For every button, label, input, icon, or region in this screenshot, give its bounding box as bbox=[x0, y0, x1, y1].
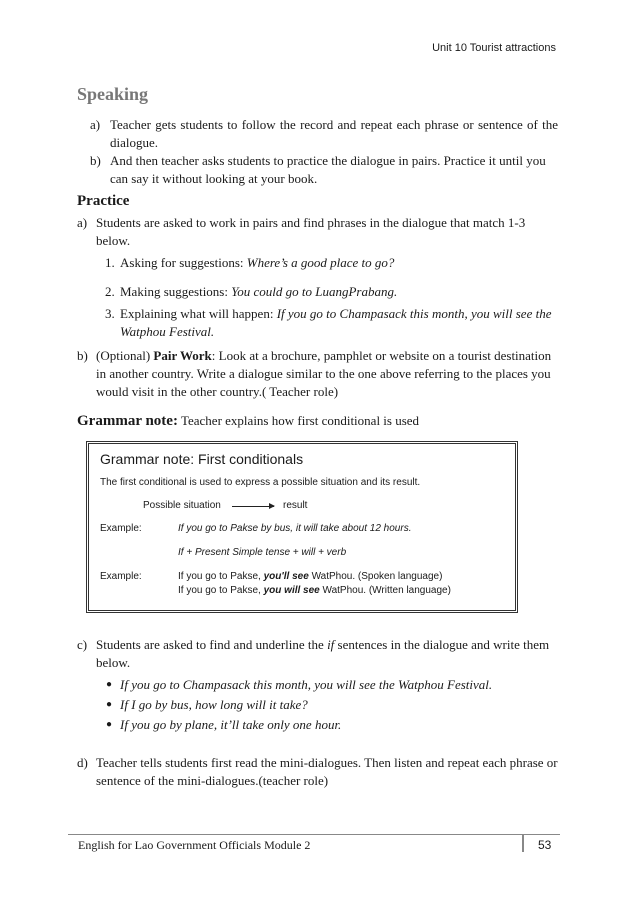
optional-label: (Optional) bbox=[96, 348, 154, 363]
item-text: : Look at a brochure, pamphlet or website on a tourist destination in another country. Write a dialogue similar to the one above referring to the places you would visit in the other country.( Teacher role) bbox=[96, 348, 552, 399]
grammar-box-title: Grammar note: First conditionals bbox=[100, 451, 304, 467]
footer-divider bbox=[68, 834, 560, 835]
list-example: You could go to LuangPrabang. bbox=[231, 284, 398, 299]
item-text: Teacher tells students first read the mini-dialogues. Then listen and repeat each phrase or sentence of the mini-dialogues.(teacher role) bbox=[96, 755, 558, 788]
item-label: a) bbox=[90, 117, 101, 132]
bullet-icon: ● bbox=[106, 679, 113, 690]
list-item: ● If I go by bus, how long will it take? bbox=[106, 697, 308, 712]
item-text: Teacher gets students to follow the record and repeat each phrase or sentence of the dialogue. bbox=[110, 117, 558, 150]
practice-list-item-1 bbox=[105, 254, 558, 272]
list-example: If you go to Champasack this month, you will see the Watphou Festival. bbox=[120, 306, 552, 339]
list-number: 2. bbox=[105, 284, 115, 299]
grammar-example-written: If you go to Pakse, you will see WatPhou. (Written language) bbox=[178, 585, 451, 596]
list-label: Making suggestions: bbox=[120, 284, 228, 299]
running-header: Unit 10 Tourist attractions bbox=[432, 42, 556, 54]
list-label: Asking for suggestions: bbox=[120, 255, 244, 270]
pair-work-label: Pair Work bbox=[153, 348, 212, 363]
if-word: if bbox=[327, 637, 335, 652]
grammar-intro: The first conditional is used to express a possible situation and its result. bbox=[100, 477, 421, 488]
example-label-1: Example: bbox=[100, 523, 142, 534]
practice-heading: Practice bbox=[77, 193, 130, 209]
possible-situation-label: Possible situation bbox=[143, 500, 221, 511]
bullet-icon: ● bbox=[106, 719, 113, 730]
grammar-formula: If + Present Simple tense + will + verb bbox=[178, 547, 347, 558]
grammar-example-1: If you go to Pakse by bus, it will take about 12 hours. bbox=[178, 523, 412, 534]
practice-item-a bbox=[77, 214, 558, 250]
list-label: Explaining what will happen: bbox=[120, 306, 274, 321]
grammar-heading-rest: Teacher explains how first conditional is used bbox=[177, 413, 420, 428]
item-text: And then teacher asks students to practice the dialogue in pairs. Practice it until you can say it without looking at your book. bbox=[110, 153, 546, 186]
list-number: 1. bbox=[105, 255, 115, 270]
grammar-example-spoken: If you go to Pakse, you'll see WatPhou. (Spoken language) bbox=[178, 571, 443, 582]
footer-separator bbox=[522, 834, 524, 852]
result-label: result bbox=[283, 500, 308, 511]
item-label: b) bbox=[77, 348, 88, 363]
bullet-icon: ● bbox=[106, 699, 113, 710]
page-number: 53 bbox=[538, 838, 552, 852]
right-arrow-icon bbox=[232, 506, 274, 507]
item-label: c) bbox=[77, 637, 88, 652]
list-item: ● If you go by plane, it’ll take only one hour. bbox=[106, 717, 342, 732]
list-example: Where’s a good place to go? bbox=[246, 255, 395, 270]
list-number: 3. bbox=[105, 306, 115, 321]
speaking-item-a bbox=[90, 116, 558, 152]
speaking-heading: Speaking bbox=[77, 84, 149, 104]
item-label: d) bbox=[77, 755, 88, 770]
item-text: Students are asked to work in pairs and find phrases in the dialogue that match 1-3 below. bbox=[96, 215, 526, 248]
item-d bbox=[77, 754, 558, 790]
example-bullet-list bbox=[106, 676, 558, 734]
footer-text: English for Lao Government Officials Module 2 bbox=[78, 838, 311, 852]
item-c: c) Students are asked to find and underline the if sentences in the dialogue and write them below. bbox=[77, 637, 550, 670]
item-label: b) bbox=[90, 153, 101, 168]
grammar-heading bbox=[77, 413, 419, 430]
grammar-heading-bold: Grammar note: bbox=[77, 413, 178, 429]
practice-list-item-2 bbox=[105, 283, 558, 301]
item-label: a) bbox=[77, 215, 88, 230]
example-label-2: Example: bbox=[100, 571, 142, 582]
practice-list-item-3 bbox=[105, 305, 560, 341]
practice-item-b bbox=[77, 347, 558, 401]
list-item: ● If you go to Champasack this month, you will see the Watphou Festival. bbox=[106, 677, 493, 692]
speaking-item-b bbox=[90, 152, 558, 188]
